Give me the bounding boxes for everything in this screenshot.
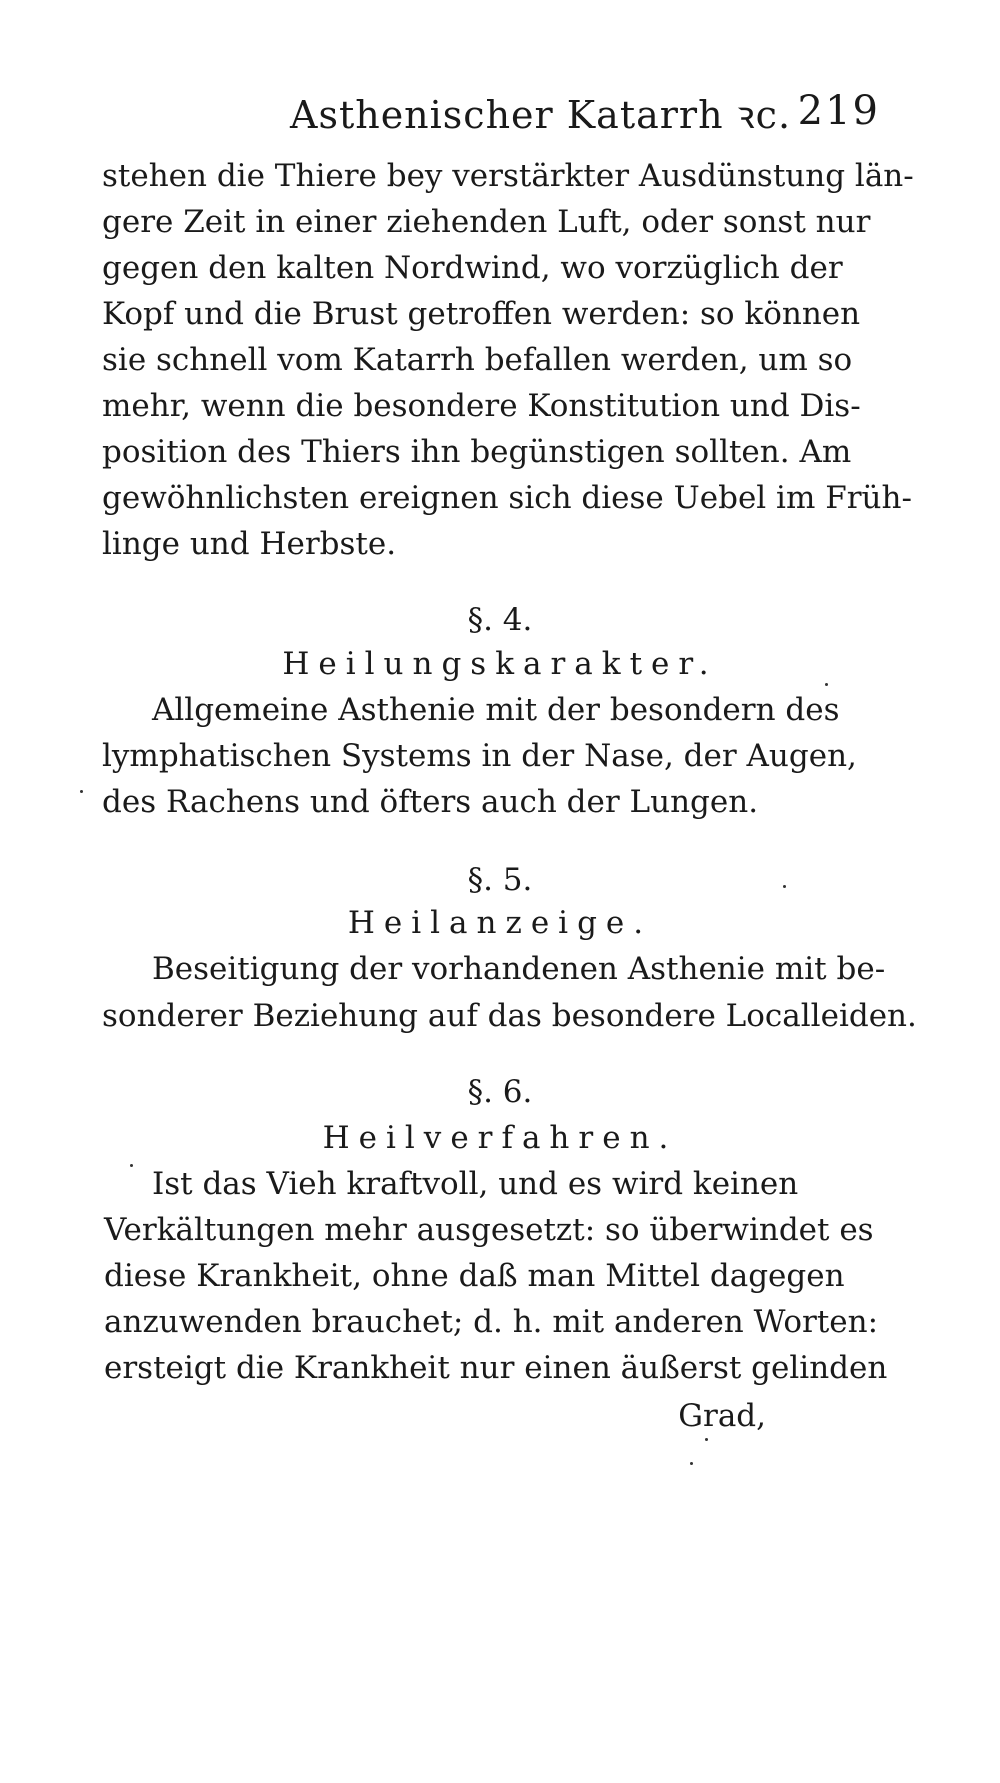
text-line: stehen die Thiere bey verstärkter Ausdünstung län- (102, 158, 914, 194)
text-line: Ist das Vieh kraftvoll, und es wird keinen (152, 1166, 799, 1202)
text-line: sonderer Beziehung auf das besondere Localleiden. (102, 998, 917, 1034)
scan-speck (825, 683, 828, 686)
scan-speck (783, 885, 786, 888)
text-line: Allgemeine Asthenie mit der besondern des (152, 692, 840, 728)
text-line: anzuwenden brauchet; d. h. mit anderen Worten: (104, 1304, 879, 1340)
section-title: Heilungskarakter. (282, 646, 718, 682)
scan-speck (690, 1462, 693, 1465)
text-line: des Rachens und öfters auch der Lungen. (102, 784, 759, 820)
section-title: Heilverfahren. (322, 1120, 678, 1156)
text-line: Beseitigung der vorhandenen Asthenie mit be- (152, 951, 886, 987)
page-header (100, 88, 880, 148)
section-number: §. 5. (467, 862, 533, 898)
text-line: diese Krankheit, ohne daß man Mittel dagegen (104, 1258, 845, 1294)
section-number: §. 4. (467, 602, 533, 638)
scan-speck (705, 1438, 708, 1441)
scan-speck (80, 790, 83, 793)
scan-speck (130, 1164, 133, 1167)
text-line: Verkältungen mehr ausgesetzt: so überwindet es (104, 1212, 874, 1248)
section-title: Heilanzeige. (347, 905, 653, 941)
text-line: gewöhnlichsten ereignen sich diese Uebel im Früh- (102, 480, 912, 516)
text-line: linge und Herbste. (102, 526, 397, 562)
text-line: ersteigt die Krankheit nur einen äußerst gelinden (104, 1350, 888, 1386)
text-line: mehr, wenn die besondere Konstitution und Dis- (102, 388, 861, 424)
text-line: position des Thiers ihn begünstigen sollten. Am (102, 434, 852, 470)
running-head: Asthenischer Katarrh ꝛc. (290, 93, 792, 137)
text-line: gegen den kalten Nordwind, wo vorzüglich der (102, 250, 843, 286)
text-line: Kopf und die Brust getroffen werden: so können (102, 296, 861, 332)
text-line: gere Zeit in einer ziehenden Luft, oder sonst nur (102, 204, 871, 240)
catchword: Grad, (678, 1398, 766, 1434)
text-line: lymphatischen Systems in der Nase, der Augen, (102, 738, 857, 774)
page-number: 219 (797, 88, 880, 134)
text-line: sie schnell vom Katarrh befallen werden, um so (102, 342, 853, 378)
section-number: §. 6. (467, 1074, 533, 1110)
